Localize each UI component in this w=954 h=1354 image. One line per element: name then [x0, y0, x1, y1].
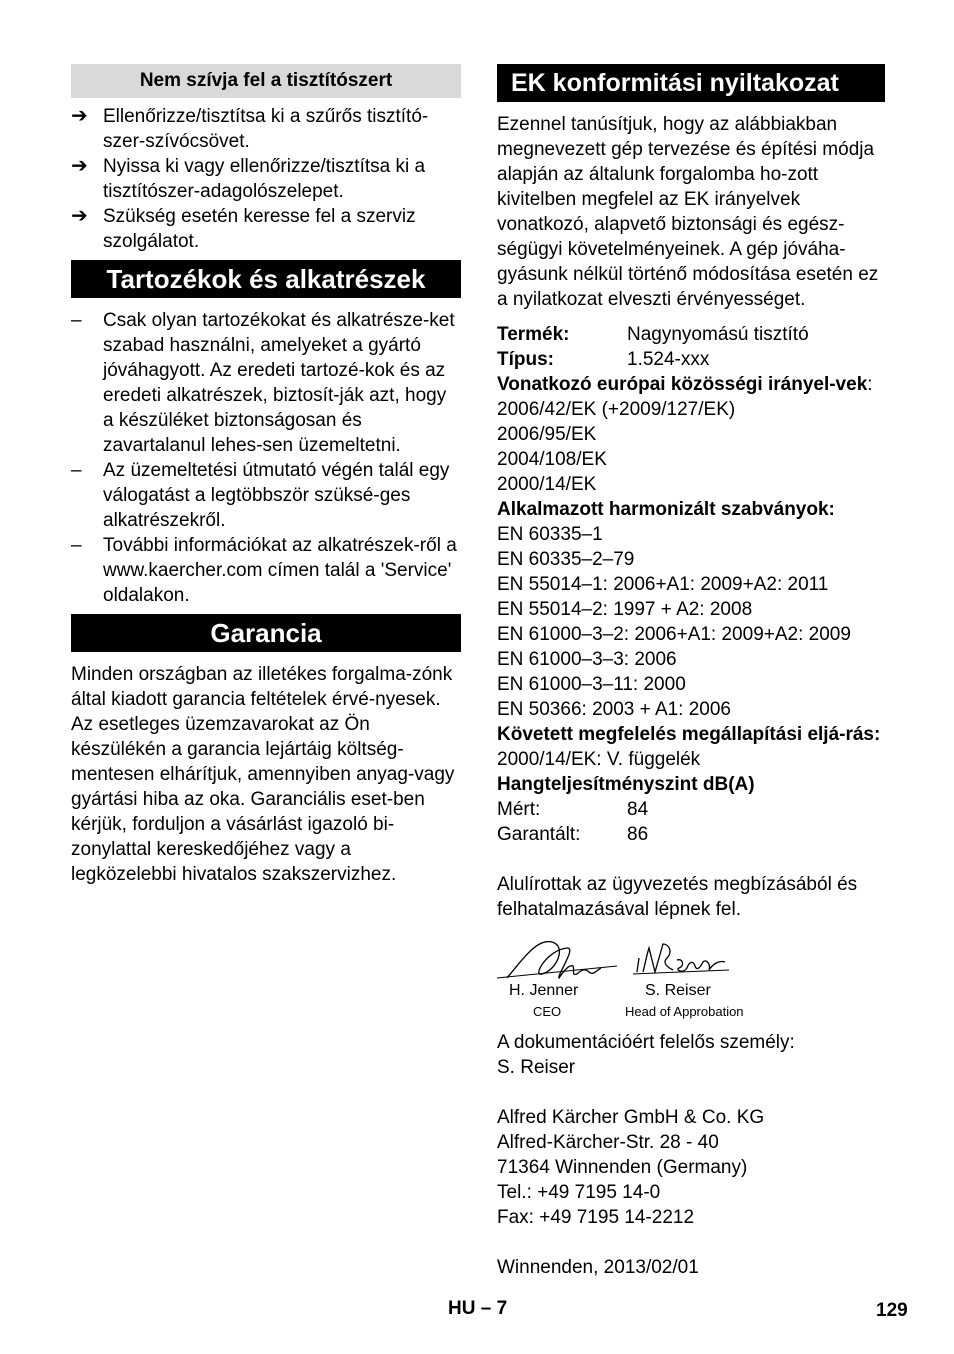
signature-block	[497, 930, 885, 1030]
directive-item: 2000/14/EK	[497, 474, 597, 495]
address-line: 71364 Winnenden (Germany)	[497, 1157, 748, 1178]
address-line: Alfred Kärcher GmbH & Co. KG	[497, 1107, 765, 1128]
product-table	[497, 322, 809, 372]
address-line: Tel.: +49 7195 14-0	[497, 1182, 661, 1203]
signatory-name-1: H. Jenner	[509, 982, 579, 999]
product-label: Termék:	[497, 324, 570, 345]
check-item: ➔ Ellenőrizze/tisztítsa ki a szűrős tisztító-szer-szívócsövet.	[71, 105, 429, 152]
dash-bullet: –	[71, 535, 82, 556]
right-column	[497, 62, 885, 1280]
guaranteed-label: Garantált:	[497, 824, 581, 845]
check-item: ➔ Nyissa ki vagy ellenőrizze/tisztítsa ki a tisztítószer-adagolószelepet.	[71, 155, 426, 202]
dash-bullet: –	[71, 310, 82, 331]
standard-item: EN 55014–2: 1997 + A2: 2008	[497, 599, 753, 620]
procedure-heading: Követett megfelelés megállapítási eljá-rás:	[497, 724, 881, 745]
procedure-value: 2000/14/EK: V. függelék	[497, 749, 701, 770]
sound-heading: Hangteljesítményszint dB(A)	[497, 774, 755, 795]
address-line: Fax: +49 7195 14-2212	[497, 1207, 695, 1228]
standard-item: EN 60335–1	[497, 524, 603, 545]
type-label: Típus:	[497, 349, 554, 370]
section-title-warranty: Garancia	[71, 614, 461, 652]
address-line: Alfred-Kärcher-Str. 28 - 40	[497, 1132, 719, 1153]
conformity-intro: Ezennel tanúsítjuk, hogy az alábbiakban megnevezett gép tervezése és építési módja alapján az általunk forgalomba ho-zott kivitelben megfelel az EK irányelvek vonatkozó, alapvető biztonsági és egész-ségügyi követelményeinek. A gép jóváha-gyásunk nélkül történő módosítása esetén ez a nyilatkozat elveszti érvényességet.	[497, 114, 879, 310]
guaranteed-value: 86	[627, 824, 649, 845]
arrow-right-icon: ➔	[71, 155, 88, 177]
left-column	[71, 62, 461, 887]
directive-item: 2006/95/EK	[497, 424, 597, 445]
standard-item: EN 55014–1: 2006+A1: 2009+A2: 2011	[497, 574, 829, 595]
arrow-right-icon: ➔	[71, 205, 88, 227]
footer-page-number: 129	[876, 1300, 908, 1321]
measured-label: Mért:	[497, 799, 541, 820]
authorized-text: Alulírottak az ügyvezetés megbízásából és felhatalmazásával lépnek fel.	[497, 874, 858, 920]
sound-table	[497, 797, 648, 847]
doc-person-label: A dokumentációért felelős személy:	[497, 1032, 795, 1053]
product-value: Nagynyomású tisztító	[627, 324, 809, 345]
standards-heading: Alkalmazott harmonizált szabványok:	[497, 499, 835, 520]
signatory-role-1: CEO	[533, 1004, 562, 1019]
type-value: 1.524-xxx	[627, 349, 710, 370]
standard-item: EN 60335–2–79	[497, 549, 635, 570]
list-item: – További információkat az alkatrészek-ről a www.kaercher.com címen talál a 'Service' oldalakon.	[71, 535, 457, 606]
footer-language-page: HU – 7	[448, 1298, 508, 1319]
standard-item: EN 61000–3–3: 2006	[497, 649, 677, 670]
doc-person-name: S. Reiser	[497, 1057, 576, 1078]
section-title-accessories: Tartozékok és alkatrészek	[71, 260, 461, 298]
dash-bullet: –	[71, 460, 82, 481]
directive-item: 2004/108/EK	[497, 449, 607, 470]
warranty-text: Minden országban az illetékes forgalma-zónk által kiadott garancia feltételek érvé-nyesek. Az esetleges üzemzavarokat az Ön készülékén a garancia lejártáig költség-mentesen elhárítjuk, amennyiben anyag-vagy gyártási hiba az oka. Garanciális eset-ben kérjük, forduljon a vásárlást igazoló bi-zonylattal kereskedőjéhez vagy a legközelebbi hivatalos szakszervizhez.	[71, 664, 455, 885]
directive-item: 2006/42/EK (+2009/127/EK)	[497, 399, 736, 420]
signatory-name-2: S. Reiser	[645, 982, 711, 999]
section-title-conformity: EK konformitási nyiltakozat	[497, 64, 885, 102]
signatory-role-2: Head of Approbation	[625, 1004, 744, 1019]
directives-heading: Vonatkozó európai közösségi irányel-vek:	[497, 374, 873, 395]
subheading-no-detergent: Nem szívja fel a tisztítószert	[71, 64, 461, 98]
check-item: ➔ Szükség esetén keresse fel a szerviz szolgálatot.	[71, 205, 416, 252]
measured-value: 84	[627, 799, 649, 820]
list-item: – Csak olyan tartozékokat és alkatrésze-ket szabad használni, amelyeket a gyártó jóváhagyott. Az eredeti tartozé-kok és az eredeti alkatrészek, biztosít-ják azt, hogy a készüléket biztonságosan és zavartalanul lehes-sen üzemeltetni.	[71, 310, 455, 456]
arrow-right-icon: ➔	[71, 105, 88, 127]
standard-item: EN 50366: 2003 + A1: 2006	[497, 699, 732, 720]
standard-item: EN 61000–3–11: 2000	[497, 674, 686, 695]
place-date: Winnenden, 2013/02/01	[497, 1257, 699, 1278]
standard-item: EN 61000–3–2: 2006+A1: 2009+A2: 2009	[497, 624, 851, 645]
list-item: – Az üzemeltetési útmutató végén talál egy válogatást a legtöbbször szüksé-ges alkatrészekről.	[71, 460, 450, 531]
